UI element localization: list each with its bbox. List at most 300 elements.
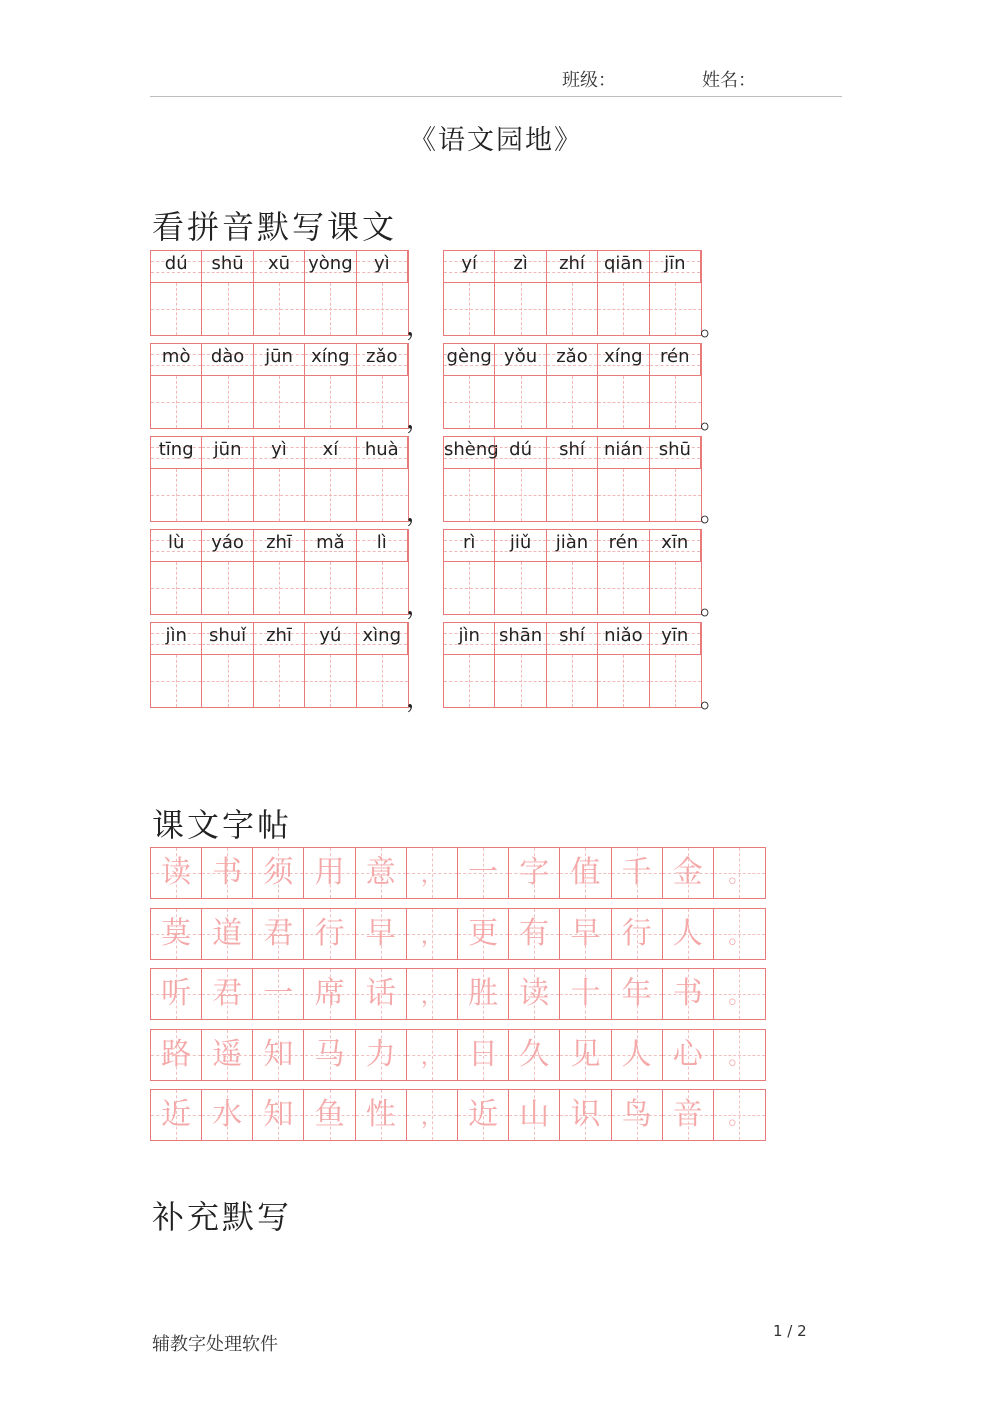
pinyin-cell <box>202 623 253 655</box>
copybook-cell[interactable] <box>509 848 560 898</box>
cell-guide-horizontal <box>357 588 408 589</box>
cell-guide-horizontal <box>495 402 545 403</box>
cell-guide-horizontal <box>547 588 597 589</box>
copybook-cell[interactable] <box>612 1090 663 1140</box>
copybook-cell[interactable] <box>151 909 202 959</box>
cell-guide-horizontal <box>305 495 355 496</box>
trace-character: 金 <box>672 855 703 890</box>
pinyin-syllable: xīn <box>661 532 689 553</box>
copybook-cell[interactable] <box>714 848 765 898</box>
cell-guide-horizontal <box>254 681 304 682</box>
trace-character: 马 <box>314 1036 345 1072</box>
pinyin-cell <box>151 437 202 469</box>
cell-guide-horizontal <box>547 402 597 403</box>
writing-cell[interactable] <box>202 283 253 335</box>
period-mark: 。 <box>700 498 727 528</box>
writing-cell[interactable] <box>357 469 408 521</box>
trace-character: 字 <box>519 855 550 890</box>
pinyin-syllable: zì <box>513 253 528 274</box>
pinyin-syllable: jiǔ <box>509 532 532 553</box>
pinyin-cell <box>650 251 701 283</box>
trace-character: 莫 <box>161 915 192 951</box>
trace-character: 一 <box>468 855 499 890</box>
pinyin-syllable: zǎo <box>556 346 588 367</box>
copybook-cell[interactable] <box>663 1030 714 1080</box>
writing-cell[interactable] <box>495 283 546 335</box>
writing-cell[interactable] <box>444 655 495 707</box>
copybook-cell[interactable] <box>253 969 304 1019</box>
pinyin-cell <box>305 251 356 283</box>
trace-character: 人 <box>621 1036 652 1072</box>
copybook-cell[interactable] <box>253 848 304 898</box>
trace-character: 人 <box>672 915 703 951</box>
cell-guide-horizontal <box>444 681 494 682</box>
writing-cell[interactable] <box>151 562 202 614</box>
pinyin-syllable: yīn <box>661 625 689 646</box>
copybook-cell[interactable] <box>356 969 407 1019</box>
pinyin-cell <box>357 530 408 562</box>
writing-cell[interactable] <box>357 562 408 614</box>
copybook-cell[interactable] <box>253 1030 304 1080</box>
pinyin-cell <box>254 344 305 376</box>
trace-character: 近 <box>161 1097 192 1132</box>
pinyin-syllable: shū <box>211 253 244 274</box>
cell-guide-horizontal <box>254 402 304 403</box>
period-mark: 。 <box>700 684 727 714</box>
writing-cell[interactable] <box>598 655 649 707</box>
copybook-cell[interactable] <box>509 909 560 959</box>
copybook-cell[interactable] <box>612 969 663 1019</box>
copybook-cell[interactable] <box>714 969 765 1019</box>
copybook-cell[interactable] <box>714 909 765 959</box>
copybook-cell[interactable] <box>202 969 253 1019</box>
trace-character: 鱼 <box>314 1097 345 1132</box>
writing-cell[interactable] <box>202 376 253 428</box>
cell-guide-horizontal <box>650 309 701 310</box>
extra-section-heading: 补充默写 <box>152 1198 293 1236</box>
pinyin-cell <box>495 623 546 655</box>
copybook-cell[interactable] <box>356 848 407 898</box>
trace-character: 久 <box>519 1036 550 1072</box>
trace-character: 早 <box>570 915 601 951</box>
pinyin-syllable: xíng <box>604 346 643 367</box>
pinyin-box-right <box>443 343 702 429</box>
writing-cell[interactable] <box>444 469 495 521</box>
pinyin-cell <box>547 437 598 469</box>
cell-guide-horizontal <box>305 681 355 682</box>
trace-character: 道 <box>212 915 243 951</box>
trace-character: 听 <box>161 976 192 1011</box>
writing-cell[interactable] <box>357 376 408 428</box>
pinyin-cell <box>305 344 356 376</box>
cell-guide-horizontal <box>202 681 252 682</box>
writing-cell[interactable] <box>254 562 305 614</box>
pinyin-syllable: shān <box>498 625 543 646</box>
cell-guide-horizontal <box>202 309 252 310</box>
trace-character: 意 <box>365 855 396 890</box>
copybook-cell[interactable] <box>458 848 509 898</box>
pinyin-cell <box>305 623 356 655</box>
pinyin-box-left <box>150 343 409 429</box>
copybook-cell[interactable] <box>663 1090 714 1140</box>
cell-guide-horizontal <box>305 402 355 403</box>
trace-character: 更 <box>468 915 499 951</box>
cell-guide-horizontal <box>357 309 408 310</box>
copybook-cell[interactable] <box>356 1090 407 1140</box>
copybook-cell[interactable] <box>663 909 714 959</box>
cell-guide-horizontal <box>151 681 201 682</box>
trace-character: 性 <box>365 1097 396 1132</box>
pinyin-syllable: nián <box>603 439 643 460</box>
writing-cell[interactable] <box>151 283 202 335</box>
writing-cell[interactable] <box>650 655 701 707</box>
cell-guide-horizontal <box>254 309 304 310</box>
pinyin-syllable: shí <box>559 625 585 646</box>
writing-cell[interactable] <box>598 469 649 521</box>
copybook-row <box>150 908 766 960</box>
trace-character: 读 <box>519 976 550 1011</box>
pinyin-syllable: yáo <box>211 532 244 553</box>
writing-cell[interactable] <box>305 283 356 335</box>
copybook-cell[interactable] <box>612 848 663 898</box>
trace-character: 席 <box>314 976 345 1011</box>
trace-character: 。 <box>728 984 751 1009</box>
pinyin-cell <box>598 251 649 283</box>
copybook-cell[interactable] <box>151 969 202 1019</box>
writing-cell[interactable] <box>598 562 649 614</box>
copybook-cell[interactable] <box>305 1030 356 1080</box>
pinyin-cell <box>444 251 495 283</box>
pinyin-cell <box>151 344 202 376</box>
cell-guide-horizontal <box>254 495 304 496</box>
pinyin-cell <box>357 344 408 376</box>
pinyin-syllable: jiàn <box>555 532 589 553</box>
pinyin-syllable: zǎo <box>366 346 398 367</box>
copybook-cell[interactable] <box>560 848 611 898</box>
cell-guide-horizontal <box>547 681 597 682</box>
cell-guide-horizontal <box>650 495 701 496</box>
pinyin-syllable: zhī <box>266 532 292 553</box>
writing-cell[interactable] <box>151 376 202 428</box>
cell-guide-horizontal <box>444 588 494 589</box>
pinyin-cell <box>305 530 356 562</box>
writing-cell[interactable] <box>444 283 495 335</box>
pinyin-syllable: rén <box>608 532 639 553</box>
pinyin-cell <box>650 623 701 655</box>
pinyin-cell <box>202 530 253 562</box>
pinyin-syllable: xí <box>322 439 339 460</box>
pinyin-syllable: zhí <box>559 253 585 274</box>
class-label: 班级： <box>562 70 616 91</box>
pinyin-box-left <box>150 250 409 336</box>
copybook-cell[interactable] <box>305 909 356 959</box>
pinyin-syllable: shí <box>559 439 585 460</box>
copybook-cell[interactable] <box>202 1090 253 1140</box>
cell-guide-horizontal <box>202 402 252 403</box>
pinyin-cell <box>357 437 408 469</box>
copybook-cell[interactable] <box>407 1030 458 1080</box>
copybook-cell[interactable] <box>612 1030 663 1080</box>
pinyin-cell <box>444 530 495 562</box>
writing-cell[interactable] <box>650 283 701 335</box>
comma-mark: ， <box>406 312 433 342</box>
trace-character: 君 <box>263 915 294 951</box>
trace-character: 遥 <box>212 1036 243 1072</box>
writing-cell[interactable] <box>495 655 546 707</box>
pinyin-syllable: dào <box>210 346 245 367</box>
pinyin-cell <box>202 344 253 376</box>
writing-cell[interactable] <box>357 655 408 707</box>
cell-guide-horizontal <box>547 309 597 310</box>
pinyin-cell <box>254 623 305 655</box>
pinyin-box-right <box>443 436 702 522</box>
copybook-cell[interactable] <box>356 909 407 959</box>
trace-character: 路 <box>161 1036 192 1072</box>
pinyin-cell <box>495 530 546 562</box>
copybook-cell[interactable] <box>407 1090 458 1140</box>
pinyin-syllable: qiān <box>603 253 643 274</box>
pinyin-syllable: dú <box>164 253 188 274</box>
pinyin-syllable: lù <box>167 532 185 553</box>
writing-cell[interactable] <box>598 376 649 428</box>
copy-section-heading: 课文字帖 <box>152 806 293 844</box>
writing-cell[interactable] <box>547 562 598 614</box>
cell-guide-horizontal <box>357 402 408 403</box>
pinyin-cell <box>547 623 598 655</box>
writing-cell[interactable] <box>151 469 202 521</box>
cell-guide-horizontal <box>650 402 701 403</box>
writing-cell[interactable] <box>202 655 253 707</box>
copybook-cell[interactable] <box>509 969 560 1019</box>
pinyin-syllable: dú <box>509 439 532 460</box>
writing-cell[interactable] <box>254 655 305 707</box>
writing-cell[interactable] <box>547 655 598 707</box>
writing-cell[interactable] <box>650 469 701 521</box>
cell-guide-horizontal <box>305 588 355 589</box>
pinyin-cell <box>151 251 202 283</box>
copybook-cell[interactable] <box>458 969 509 1019</box>
copybook-cell[interactable] <box>305 1090 356 1140</box>
copybook-row <box>150 1029 766 1081</box>
writing-cell[interactable] <box>547 469 598 521</box>
writing-cell[interactable] <box>151 655 202 707</box>
copybook-cell[interactable] <box>202 848 253 898</box>
trace-character: 。 <box>728 1044 751 1070</box>
trace-character: 君 <box>212 976 243 1011</box>
writing-cell[interactable] <box>202 562 253 614</box>
trace-character: 有 <box>519 915 550 951</box>
pinyin-cell <box>650 437 701 469</box>
pinyin-syllable: shū <box>658 439 691 460</box>
cell-guide-horizontal <box>495 495 545 496</box>
copybook-cell[interactable] <box>202 1030 253 1080</box>
copybook-cell[interactable] <box>663 848 714 898</box>
writing-cell[interactable] <box>547 376 598 428</box>
pinyin-cell <box>202 251 253 283</box>
trace-character: 须 <box>263 855 294 890</box>
copybook-cell[interactable] <box>356 1030 407 1080</box>
pinyin-box-right <box>443 250 702 336</box>
copybook-cell[interactable] <box>407 848 458 898</box>
trace-character: 知 <box>263 1036 294 1072</box>
comma-mark: ， <box>406 405 433 435</box>
pinyin-syllable: tīng <box>158 439 194 460</box>
pinyin-cell <box>495 344 546 376</box>
writing-cell[interactable] <box>650 376 701 428</box>
pinyin-syllable: jìn <box>458 625 480 646</box>
trace-character: 。 <box>728 863 751 888</box>
pinyin-syllable: huà <box>364 439 399 460</box>
copybook-cell[interactable] <box>458 909 509 959</box>
writing-cell[interactable] <box>495 562 546 614</box>
pinyin-syllable: lì <box>376 532 387 553</box>
cell-guide-horizontal <box>495 681 545 682</box>
pinyin-cell <box>357 623 408 655</box>
copybook-cell[interactable] <box>202 909 253 959</box>
pinyin-box-left <box>150 436 409 522</box>
copybook-cell[interactable] <box>407 909 458 959</box>
writing-cell[interactable] <box>547 283 598 335</box>
pinyin-cell <box>495 251 546 283</box>
copybook-row <box>150 847 766 899</box>
cell-guide-horizontal <box>151 495 201 496</box>
pinyin-cell <box>598 530 649 562</box>
pinyin-cell <box>151 623 202 655</box>
pinyin-cell <box>598 623 649 655</box>
pinyin-cell <box>598 344 649 376</box>
copybook-cell[interactable] <box>714 1030 765 1080</box>
writing-cell[interactable] <box>305 376 356 428</box>
trace-character: 。 <box>728 1105 751 1130</box>
trace-character: ， <box>420 1105 443 1130</box>
pinyin-cell <box>254 530 305 562</box>
trace-character: 话 <box>365 976 396 1011</box>
copybook-cell[interactable] <box>458 1090 509 1140</box>
trace-character: ， <box>420 863 443 888</box>
cell-guide-horizontal <box>202 588 252 589</box>
pinyin-syllable: yí <box>461 253 478 274</box>
pinyin-cell <box>151 530 202 562</box>
footer-software-name: 辅教字处理软件 <box>152 1334 278 1355</box>
copybook-row <box>150 1089 766 1141</box>
trace-character: 。 <box>728 923 751 949</box>
cell-guide-horizontal <box>151 588 201 589</box>
writing-cell[interactable] <box>650 562 701 614</box>
copybook-cell[interactable] <box>253 909 304 959</box>
cell-guide-horizontal <box>151 309 201 310</box>
cell-guide-horizontal <box>357 495 408 496</box>
pinyin-syllable: jūn <box>213 439 242 460</box>
pinyin-cell <box>357 251 408 283</box>
trace-character: 书 <box>212 855 243 890</box>
copybook-cell[interactable] <box>151 1090 202 1140</box>
trace-character: 一 <box>263 976 294 1011</box>
writing-cell[interactable] <box>202 469 253 521</box>
pinyin-cell <box>305 437 356 469</box>
pinyin-cell <box>547 530 598 562</box>
pinyin-cell <box>444 344 495 376</box>
pinyin-syllable: yú <box>319 625 342 646</box>
pinyin-syllable: jūn <box>265 346 293 367</box>
trace-character: 行 <box>314 915 345 951</box>
name-label: 姓名： <box>702 70 756 91</box>
pinyin-cell <box>650 530 701 562</box>
pinyin-syllable: shèng <box>444 439 499 460</box>
pinyin-syllable: niǎo <box>604 625 643 646</box>
writing-cell[interactable] <box>444 376 495 428</box>
cell-guide-horizontal <box>650 588 701 589</box>
cell-guide-horizontal <box>598 402 648 403</box>
copybook-cell[interactable] <box>509 1030 560 1080</box>
copybook-row <box>150 968 766 1020</box>
writing-cell[interactable] <box>444 562 495 614</box>
pinyin-box-right <box>443 529 702 615</box>
copybook-cell[interactable] <box>560 909 611 959</box>
writing-cell[interactable] <box>254 469 305 521</box>
pinyin-syllable: shuǐ <box>208 625 247 646</box>
trace-character: 值 <box>570 855 601 890</box>
trace-character: 鸟 <box>621 1097 652 1132</box>
copybook-cell[interactable] <box>305 848 356 898</box>
writing-cell[interactable] <box>254 283 305 335</box>
writing-cell[interactable] <box>305 562 356 614</box>
cell-guide-horizontal <box>254 588 304 589</box>
trace-character: 知 <box>263 1097 294 1132</box>
cell-guide-horizontal <box>305 309 355 310</box>
copybook-cell[interactable] <box>407 969 458 1019</box>
pinyin-section-heading: 看拼音默写课文 <box>152 208 398 246</box>
cell-guide-horizontal <box>444 495 494 496</box>
pinyin-syllable: xíng <box>311 346 350 367</box>
writing-cell[interactable] <box>305 469 356 521</box>
writing-cell[interactable] <box>495 469 546 521</box>
pinyin-syllable: jìn <box>165 625 187 646</box>
pinyin-cell <box>202 437 253 469</box>
copybook-cell[interactable] <box>560 969 611 1019</box>
copybook-cell[interactable] <box>612 909 663 959</box>
period-mark: 。 <box>700 591 727 621</box>
pinyin-cell <box>444 437 499 469</box>
writing-cell[interactable] <box>254 376 305 428</box>
pinyin-syllable: jīn <box>664 253 686 274</box>
writing-cell[interactable] <box>305 655 356 707</box>
writing-cell[interactable] <box>357 283 408 335</box>
comma-mark: ， <box>406 498 433 528</box>
copybook-cell[interactable] <box>714 1090 765 1140</box>
trace-character: ， <box>420 923 443 949</box>
writing-cell[interactable] <box>495 376 546 428</box>
copybook-cell[interactable] <box>663 969 714 1019</box>
pinyin-box-left <box>150 622 409 708</box>
pinyin-cell <box>254 437 305 469</box>
copybook-cell[interactable] <box>253 1090 304 1140</box>
page-number: 1 / 2 <box>773 1322 807 1340</box>
writing-cell[interactable] <box>598 283 649 335</box>
cell-guide-horizontal <box>598 495 648 496</box>
pinyin-cell <box>254 251 305 283</box>
pinyin-syllable: rén <box>660 346 690 367</box>
trace-character: 用 <box>314 855 345 890</box>
pinyin-cell <box>444 623 495 655</box>
copybook-cell[interactable] <box>151 1030 202 1080</box>
copybook-cell[interactable] <box>151 848 202 898</box>
copybook-cell[interactable] <box>509 1090 560 1140</box>
copybook-cell[interactable] <box>560 1030 611 1080</box>
copybook-cell[interactable] <box>458 1030 509 1080</box>
copybook-cell[interactable] <box>305 969 356 1019</box>
copybook-cell[interactable] <box>560 1090 611 1140</box>
pinyin-cell <box>547 251 598 283</box>
